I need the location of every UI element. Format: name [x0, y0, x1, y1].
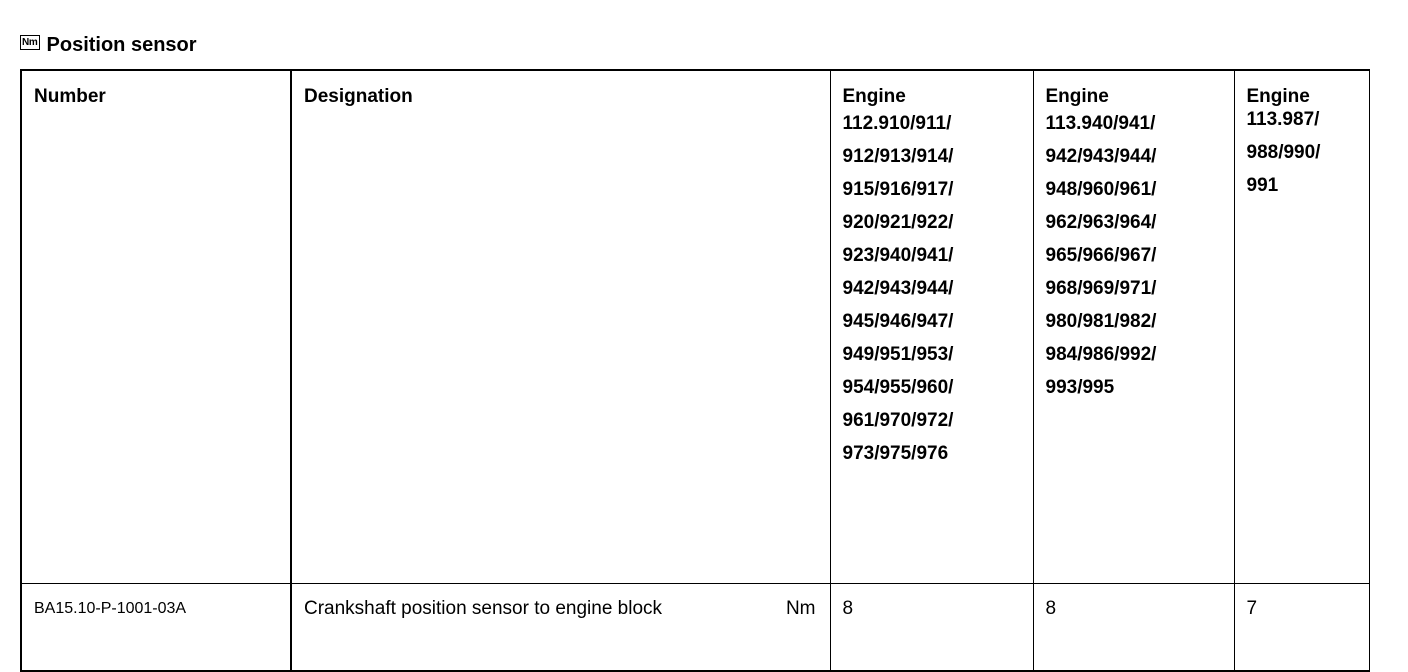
- table-row: [21, 584, 1369, 672]
- row-designation: Crankshaft position sensor to engine block: [304, 598, 663, 619]
- row-value-engine-113-987: 7: [1234, 584, 1369, 672]
- page-title: Position sensor: [46, 33, 197, 56]
- row-unit: Nm: [785, 598, 816, 619]
- column-header-engine-113-940: Engine 113.940/941/ 942/943/944/ 948/960/961/ 962/963/964/ 965/966/967/ 968/969/971/ 980/981/982/ 984/986/992/ 993/995: [1033, 70, 1234, 584]
- section-heading: [20, 31, 197, 59]
- table-header-row: [21, 70, 1369, 584]
- column-header-designation: Designation: [291, 70, 830, 584]
- column-header-engine-113-987: Engine 113.987/ 988/990/ 991: [1234, 70, 1369, 584]
- torque-spec-table: [20, 69, 1370, 672]
- row-designation-cell: [291, 584, 830, 672]
- engine-list: 112.910/911/ 912/913/914/ 915/916/917/ 920/921/922/ 923/940/941/ 942/943/944/ 945/946/947/ 949/951/953/ 954/955/960/ 961/970/972/ 973/975/976: [842, 113, 954, 464]
- column-header-engine-112: Engine 112.910/911/ 912/913/914/ 915/916/917/ 920/921/922/ 923/940/941/ 942/943/944/ 945/946/947/ 949/951/953/ 954/955/960/ 961/970/972/ 973/975/976: [830, 70, 1033, 584]
- engine-list: 113.987/ 988/990/ 991: [1246, 109, 1321, 196]
- engine-list: 113.940/941/ 942/943/944/ 948/960/961/ 962/963/964/ 965/966/967/ 968/969/971/ 980/981/982/ 984/986/992/ 993/995: [1045, 113, 1157, 398]
- row-value-engine-113-940: 8: [1033, 584, 1234, 672]
- row-number: BA15.10-P-1001-03A: [21, 584, 291, 672]
- column-header-number: Number: [21, 70, 291, 584]
- row-value-engine-112: 8: [830, 584, 1033, 672]
- torque-nm-icon: Nm: [22, 36, 38, 48]
